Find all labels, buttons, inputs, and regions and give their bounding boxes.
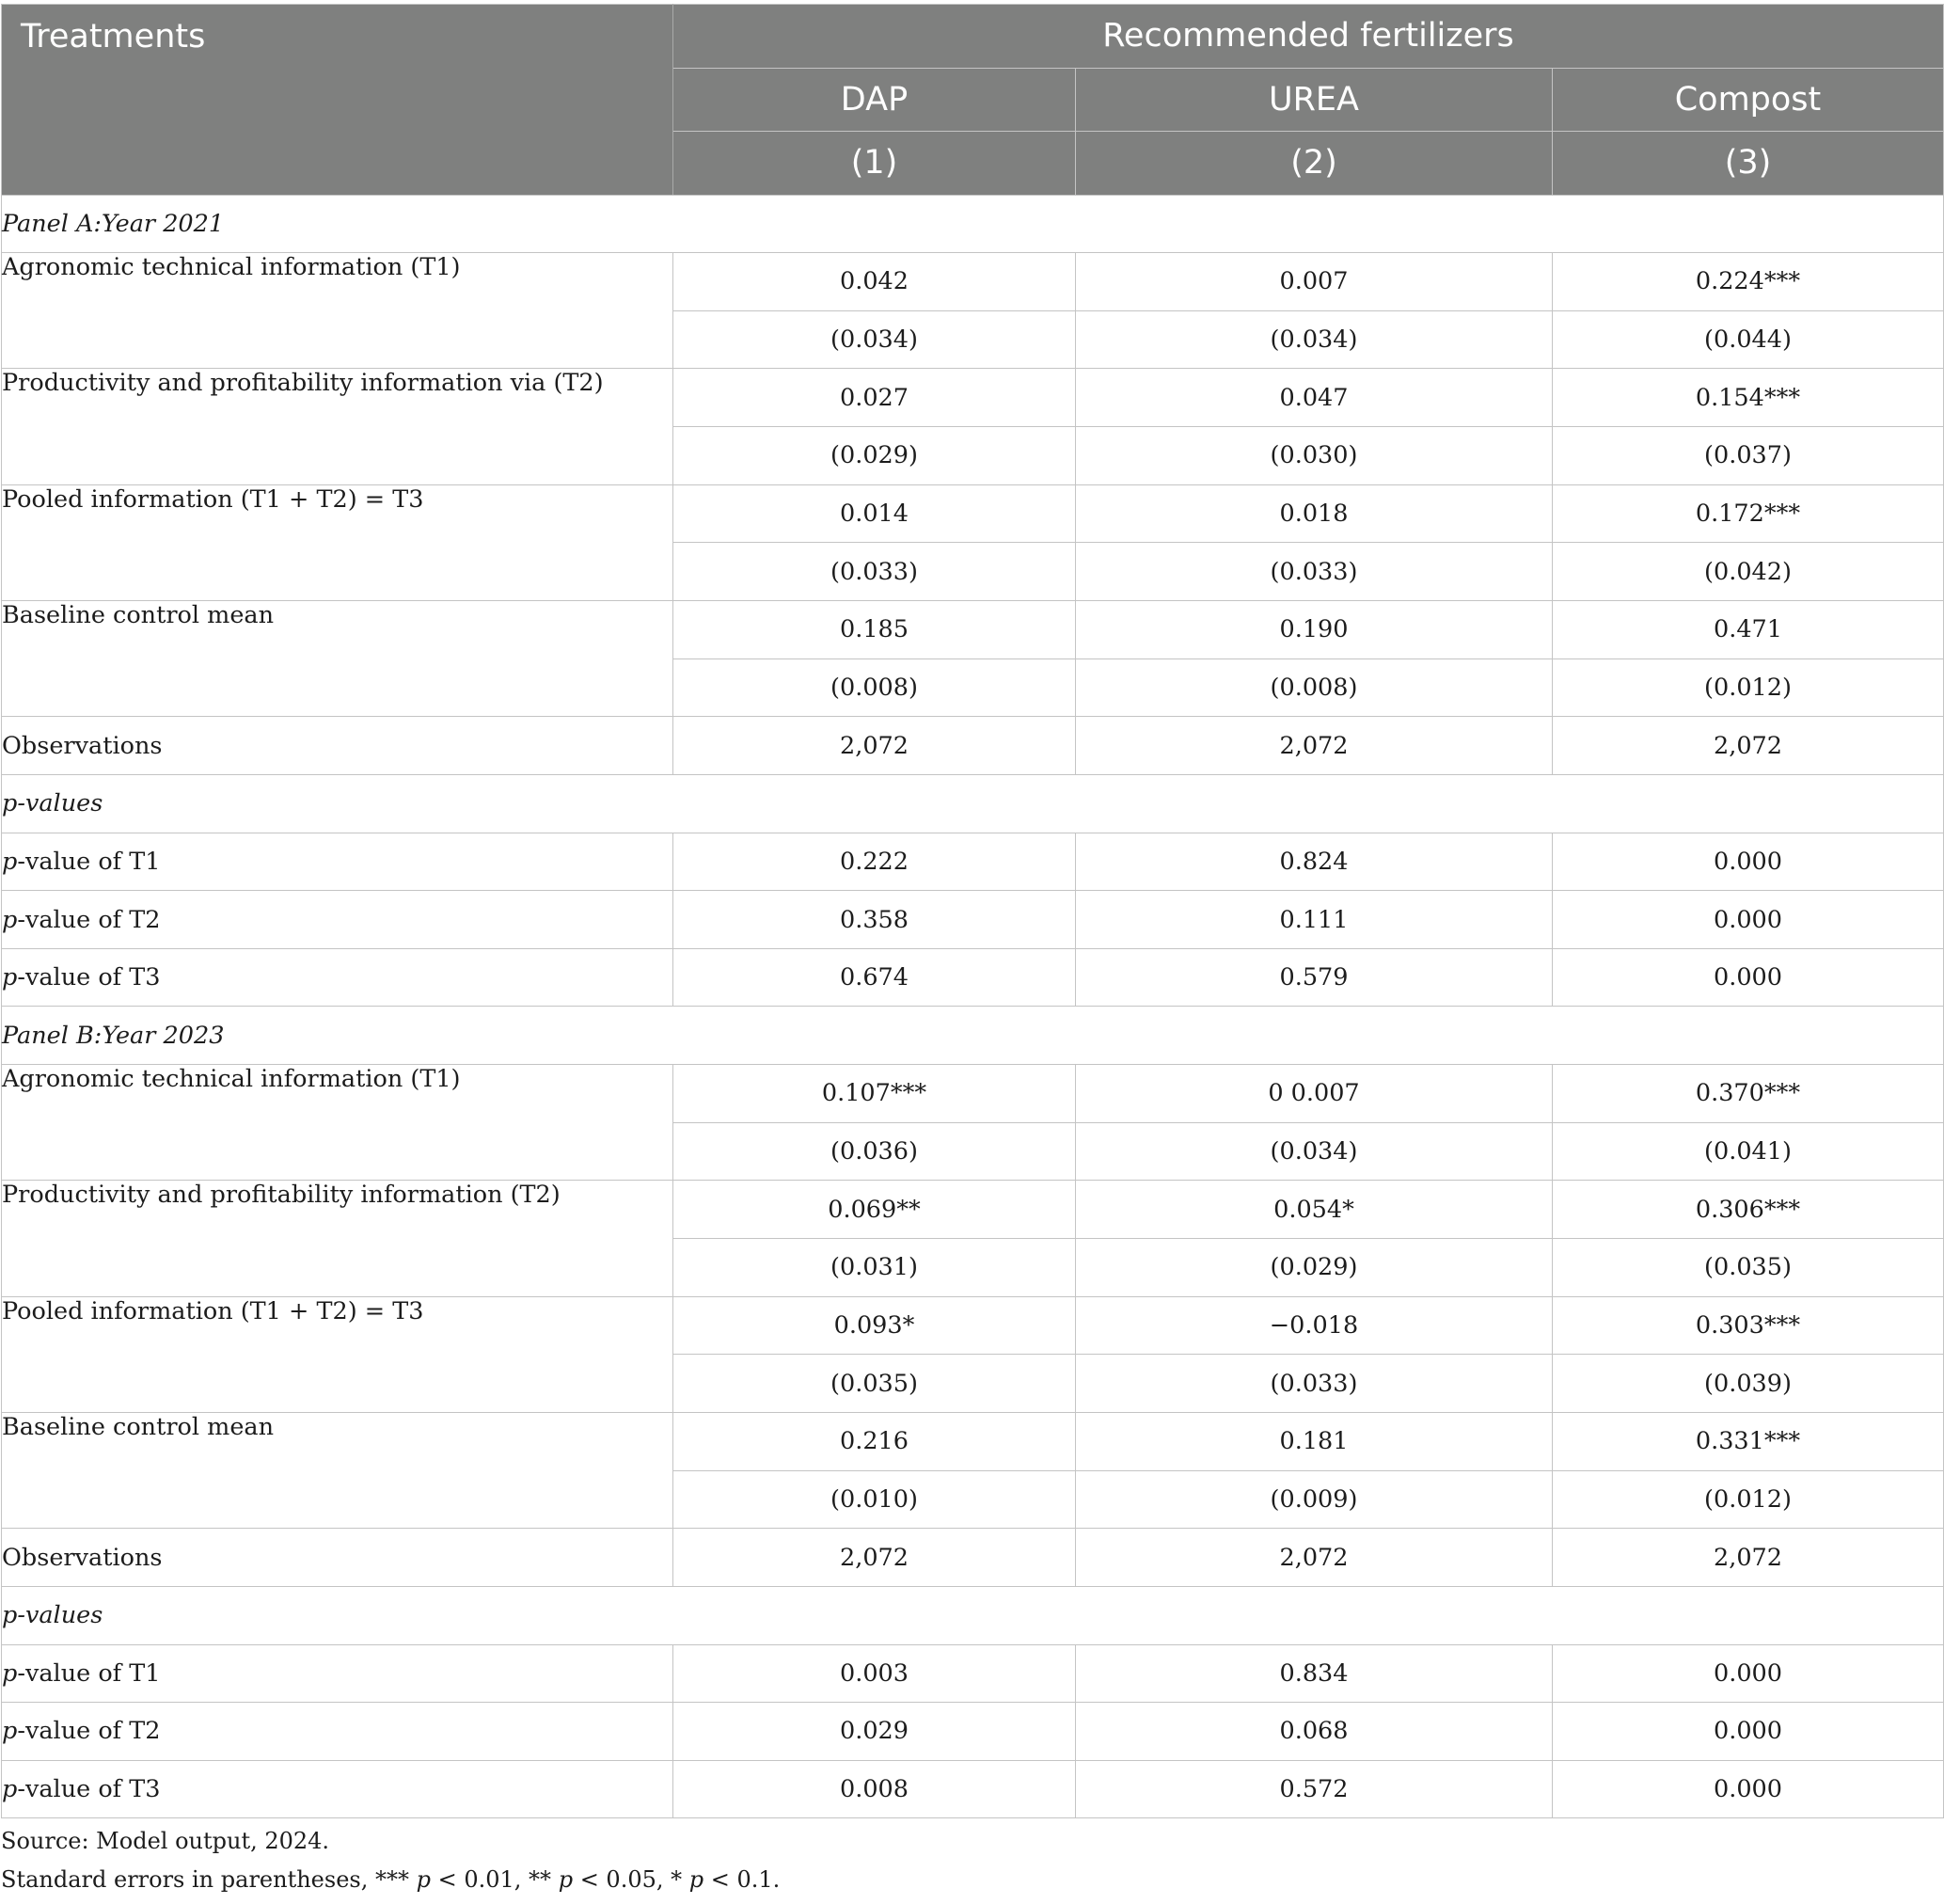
- pvalue-cell: 0.008: [673, 1760, 1076, 1818]
- standard-error-cell: (0.041): [1553, 1122, 1944, 1181]
- observations-cell: 2,072: [1553, 717, 1944, 775]
- pvalue-p-symbol: p: [2, 1775, 18, 1804]
- treatment-label: Agronomic technical information (T1): [2, 1065, 673, 1181]
- pvalue-row: [2, 833, 1944, 891]
- pvalue-cell: 0.358: [673, 891, 1076, 949]
- treatment-label: Pooled information (T1 + T2) = T3: [2, 484, 673, 600]
- pvalues-section-title: p-values: [2, 1586, 1944, 1644]
- coefficient-cell: 0.054*: [1076, 1181, 1553, 1239]
- coefficient-row: [2, 1296, 1944, 1355]
- significance-p-symbol: p: [416, 1866, 431, 1893]
- observations-cell: 2,072: [1553, 1529, 1944, 1587]
- coefficient-cell: 0.093*: [673, 1296, 1076, 1355]
- panel-title: Panel B:Year 2023: [2, 1007, 1944, 1065]
- pvalue-label: [2, 833, 673, 891]
- coefficient-cell: 0.303***: [1553, 1296, 1944, 1355]
- standard-error-cell: (0.009): [1076, 1470, 1553, 1529]
- pvalue-cell: 0.579: [1076, 948, 1553, 1007]
- column-number-2: (2): [1076, 132, 1553, 196]
- pvalue-label-text: -value of T2: [17, 905, 161, 934]
- column-number-1: (1): [673, 132, 1076, 196]
- panel-title: Panel A:Year 2021: [2, 195, 1944, 253]
- standard-error-cell: (0.034): [1076, 1122, 1553, 1181]
- pvalue-cell: 0.000: [1553, 891, 1944, 949]
- coefficient-cell: 0.306***: [1553, 1181, 1944, 1239]
- pvalue-cell: 0.111: [1076, 891, 1553, 949]
- results-table: [1, 4, 1944, 1818]
- coefficient-row: [2, 1181, 1944, 1239]
- pvalues-section-row: [2, 774, 1944, 833]
- pvalue-label: [2, 1703, 673, 1761]
- pvalue-row: [2, 948, 1944, 1007]
- pvalue-cell: 0.000: [1553, 948, 1944, 1007]
- observations-label: Observations: [2, 1529, 673, 1587]
- pvalues-section-title: p-values: [2, 774, 1944, 833]
- panel-title-row: [2, 1007, 1944, 1065]
- significance-p-symbol: p: [558, 1866, 574, 1893]
- coefficient-cell: 0.370***: [1553, 1065, 1944, 1123]
- pvalue-row: [2, 1760, 1944, 1818]
- coefficient-cell: 0.107***: [673, 1065, 1076, 1123]
- coefficient-cell: 0.047: [1076, 369, 1553, 427]
- coefficient-row: [2, 600, 1944, 658]
- significance-threshold-3: < 0.1.: [703, 1866, 781, 1893]
- significance-threshold-1: < 0.01, **: [430, 1866, 559, 1893]
- header-row: [2, 5, 1944, 69]
- treatment-label: Pooled information (T1 + T2) = T3: [2, 1296, 673, 1412]
- coefficient-cell: 0.181: [1076, 1412, 1553, 1470]
- standard-error-cell: (0.033): [1076, 1355, 1553, 1413]
- source-note: Source: Model output, 2024.: [1, 1828, 330, 1854]
- coefficient-cell: 0.185: [673, 600, 1076, 658]
- pvalue-cell: 0.000: [1553, 1703, 1944, 1761]
- standard-error-cell: (0.030): [1076, 427, 1553, 485]
- standard-error-cell: (0.033): [1076, 543, 1553, 601]
- pvalue-label-text: -value of T2: [17, 1717, 161, 1746]
- observations-cell: 2,072: [1076, 717, 1553, 775]
- standard-error-cell: (0.042): [1553, 543, 1944, 601]
- standard-error-cell: (0.037): [1553, 427, 1944, 485]
- column-header-dap: DAP: [673, 68, 1076, 132]
- pvalue-cell: 0.000: [1553, 1760, 1944, 1818]
- standard-error-cell: (0.035): [673, 1355, 1076, 1413]
- coefficient-cell: 0.224***: [1553, 253, 1944, 311]
- pvalue-label: [2, 1760, 673, 1818]
- standard-error-cell: (0.034): [1076, 310, 1553, 369]
- pvalue-cell: 0.834: [1076, 1644, 1553, 1703]
- coefficient-cell: 0 0.007: [1076, 1065, 1553, 1123]
- treatment-label: Productivity and profitability information (T2): [2, 1181, 673, 1296]
- column-header-compost: Compost: [1553, 68, 1944, 132]
- pvalue-cell: 0.572: [1076, 1760, 1553, 1818]
- pvalue-p-symbol: p: [2, 847, 18, 876]
- pvalue-p-symbol: p: [2, 1658, 18, 1688]
- pvalue-label-text: -value of T3: [17, 963, 161, 992]
- coefficient-cell: 0.172***: [1553, 484, 1944, 543]
- coefficient-cell: 0.018: [1076, 484, 1553, 543]
- pvalue-cell: 0.068: [1076, 1703, 1553, 1761]
- coefficient-row: [2, 1065, 1944, 1123]
- standard-error-cell: (0.034): [673, 310, 1076, 369]
- pvalue-cell: 0.000: [1553, 1644, 1944, 1703]
- pvalue-p-symbol: p: [2, 1717, 18, 1746]
- column-header-urea: UREA: [1076, 68, 1553, 132]
- observations-row: [2, 717, 1944, 775]
- observations-label: Observations: [2, 717, 673, 775]
- observations-cell: 2,072: [1076, 1529, 1553, 1587]
- pvalues-section-row: [2, 1586, 1944, 1644]
- coefficient-row: [2, 369, 1944, 427]
- coefficient-cell: 0.069**: [673, 1181, 1076, 1239]
- panel-title-row: [2, 195, 1944, 253]
- significance-p-symbol: p: [688, 1866, 704, 1893]
- pvalue-p-symbol: p: [2, 905, 18, 934]
- pvalue-label: [2, 891, 673, 949]
- recommended-fertilizers-header: Recommended fertilizers: [673, 5, 1944, 69]
- pvalue-label-text: -value of T3: [17, 1775, 161, 1804]
- observations-row: [2, 1529, 1944, 1587]
- treatment-label: Baseline control mean: [2, 600, 673, 716]
- pvalue-cell: 0.029: [673, 1703, 1076, 1761]
- coefficient-cell: 0.471: [1553, 600, 1944, 658]
- treatments-header: Treatments: [2, 5, 673, 196]
- treatment-label: Productivity and profitability information via (T2): [2, 369, 673, 484]
- standard-error-cell: (0.008): [673, 658, 1076, 717]
- pvalue-cell: 0.003: [673, 1644, 1076, 1703]
- pvalue-label: [2, 948, 673, 1007]
- coefficient-cell: 0.154***: [1553, 369, 1944, 427]
- coefficient-row: [2, 253, 1944, 311]
- standard-error-cell: (0.012): [1553, 1470, 1944, 1529]
- coefficient-cell: 0.216: [673, 1412, 1076, 1470]
- pvalue-cell: 0.674: [673, 948, 1076, 1007]
- coefficient-cell: 0.190: [1076, 600, 1553, 658]
- pvalue-row: [2, 891, 1944, 949]
- coefficient-cell: 0.042: [673, 253, 1076, 311]
- pvalue-label: [2, 1644, 673, 1703]
- standard-error-cell: (0.035): [1553, 1239, 1944, 1297]
- pvalue-cell: 0.824: [1076, 833, 1553, 891]
- pvalue-row: [2, 1644, 1944, 1703]
- treatment-label: Baseline control mean: [2, 1412, 673, 1528]
- coefficient-cell: 0.027: [673, 369, 1076, 427]
- pvalue-p-symbol: p: [2, 963, 18, 992]
- standard-error-cell: (0.036): [673, 1122, 1076, 1181]
- standard-error-cell: (0.029): [673, 427, 1076, 485]
- significance-note-intro: Standard errors in parentheses, ***: [1, 1866, 417, 1893]
- results-table-body: [2, 195, 1944, 1818]
- coefficient-row: [2, 484, 1944, 543]
- standard-error-cell: (0.044): [1553, 310, 1944, 369]
- column-number-3: (3): [1553, 132, 1944, 196]
- coefficient-cell: 0.331***: [1553, 1412, 1944, 1470]
- pvalue-label-text: -value of T1: [17, 1658, 161, 1688]
- significance-note: [1, 1866, 780, 1893]
- standard-error-cell: (0.012): [1553, 658, 1944, 717]
- observations-cell: 2,072: [673, 717, 1076, 775]
- standard-error-cell: (0.010): [673, 1470, 1076, 1529]
- pvalue-cell: 0.000: [1553, 833, 1944, 891]
- standard-error-cell: (0.008): [1076, 658, 1553, 717]
- pvalue-cell: 0.222: [673, 833, 1076, 891]
- observations-cell: 2,072: [673, 1529, 1076, 1587]
- pvalue-row: [2, 1703, 1944, 1761]
- standard-error-cell: (0.031): [673, 1239, 1076, 1297]
- standard-error-cell: (0.039): [1553, 1355, 1944, 1413]
- coefficient-row: [2, 1412, 1944, 1470]
- significance-threshold-2: < 0.05, *: [573, 1866, 689, 1893]
- coefficient-cell: −0.018: [1076, 1296, 1553, 1355]
- pvalue-label-text: -value of T1: [17, 847, 161, 876]
- treatment-label: Agronomic technical information (T1): [2, 253, 673, 369]
- standard-error-cell: (0.029): [1076, 1239, 1553, 1297]
- standard-error-cell: (0.033): [673, 543, 1076, 601]
- coefficient-cell: 0.007: [1076, 253, 1553, 311]
- coefficient-cell: 0.014: [673, 484, 1076, 543]
